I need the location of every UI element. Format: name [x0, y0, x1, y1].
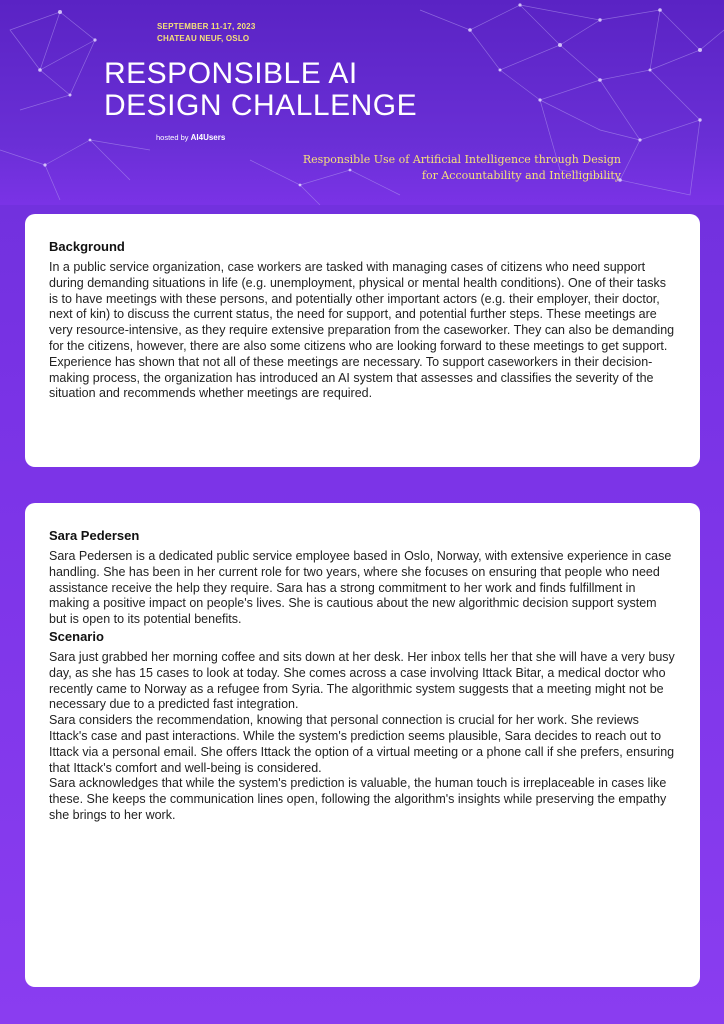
title-line-2: DESIGN CHALLENGE [104, 89, 418, 122]
hosted-prefix: hosted by [156, 133, 189, 142]
background-heading: Background [49, 239, 125, 254]
tagline-line-1: Responsible Use of Artificial Intelligence through Design [302, 153, 621, 166]
tagline-line-2: for Accountability and Intelligibility [421, 169, 621, 182]
scenario-paragraph: Sara just grabbed her morning coffee and sits down at her desk. Her inbox tells her that she will have a very busy day, as she has 15 cases to look at today. She comes across a case involving Ittack Bitar, a medical doctor who recently came to Norway as a refugee from Syria. The algorithmic system suggests that a meeting might not be necessary due to a predicted fast integration. [49, 649, 675, 712]
persona-heading: Sara Pedersen [49, 528, 140, 543]
scenario-paragraph: Sara acknowledges that while the system's prediction is valuable, the human touch is irreplaceable in cases like these. She keeps the communication lines open, following the algorithm's insights while preserving the empathy she brings to her work. [49, 776, 667, 822]
event-info [157, 21, 255, 45]
background-card [25, 214, 700, 467]
persona-text: Sara Pedersen is a dedicated public service employee based in Oslo, Norway, with extensive experience in case handling. She has been in her current role for two years, where she focuses on ensuring that people who need assistance receive the help they require. Sara has a strong commitment to her work and finds fulfillment in making a positive impact on people's lives. She is cautious about the new algorithmic decision support system but is open to its potential benefits. [49, 549, 672, 627]
event-dates: SEPTEMBER 11-17, 2023 [157, 22, 256, 31]
hosted-by [156, 133, 225, 142]
event-venue: CHATEAU NEUF, OSLO [157, 34, 250, 43]
title-line-1: RESPONSIBLE AI [104, 57, 358, 90]
scenario-paragraph: Sara considers the recommendation, knowing that personal connection is crucial for her work. She reviews Ittack's case and past interactions. While the system's prediction seems plausible, Sara decides to reach out to Ittack via a personal email. She offers Ittack the option of a virtual meeting or a phone call if she prefers, ensuring that Ittack's comfort and well-being is considered. [49, 713, 675, 775]
scenario-heading: Scenario [49, 628, 104, 644]
persona-scenario-card [25, 503, 700, 987]
page-title [104, 58, 417, 122]
tagline [261, 152, 621, 184]
background-text: In a public service organization, case workers are tasked with managing cases of citizens who need support during demanding situations in life (e.g. unemployment, physical or mental health conditions). One of their tasks is to have meetings with these persons, and potentially other important actors (e.g. their employer, their doctor, next of kin) to discuss the current status, the need for support, and potential further steps. These meetings are very resource-intensive, as they require extensive preparation from the caseworker. They can also be demanding for the citizens, however, there are also some citizens who are looking forward to these meetings to get support. Experience has shown that not all of these meetings are necessary. To support caseworkers in their decision-making process, the organization has introduced an AI system that assesses and classifies the severity of the situation and recommends whether meetings are required. [49, 260, 675, 401]
hosted-org: AI4Users [190, 133, 226, 142]
header-banner [0, 0, 724, 205]
